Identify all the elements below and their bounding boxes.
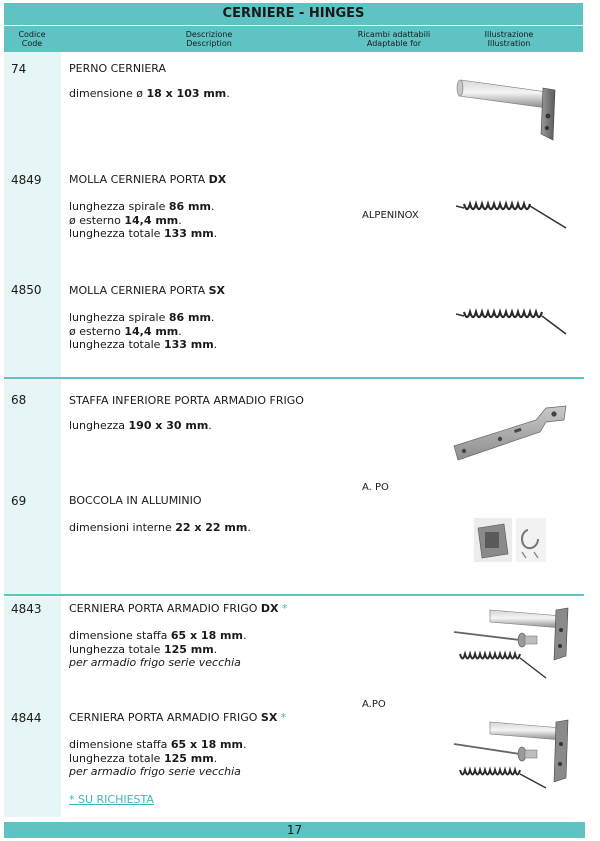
spec-value: 14,4 mm <box>124 324 179 338</box>
header-adaptable <box>344 30 444 48</box>
header-code <box>4 30 60 48</box>
table-header <box>4 26 583 52</box>
item-name-text: PERNO CERNIERA <box>69 62 167 75</box>
spec-value: 125 mm <box>163 642 214 656</box>
header-code-it: Codice <box>18 30 46 39</box>
spec-label: dimensioni interne <box>69 521 176 534</box>
item-code: 74 <box>11 62 27 76</box>
item-spec <box>69 419 212 433</box>
spec-label: dimensione staffa <box>69 738 171 751</box>
spec-suffix: . <box>213 338 218 351</box>
spec-suffix: . <box>226 87 230 100</box>
item-code: 4849 <box>11 173 42 187</box>
item-name-text: STAFFA INFERIORE PORTA ARMADIO FRIGO <box>69 394 304 407</box>
item-specs <box>69 738 246 779</box>
item-spec <box>69 87 230 101</box>
header-code-en: Code <box>21 39 43 48</box>
on-request-note[interactable]: * SU RICHIESTA <box>69 793 154 806</box>
spec-suffix: . <box>247 521 251 534</box>
spec-label: dimensione ø <box>69 87 147 100</box>
spec-suffix: . <box>178 324 182 338</box>
item-name-text: CERNIERA PORTA ARMADIO FRIGO <box>69 602 261 615</box>
item-code: 4850 <box>11 283 42 297</box>
item-name <box>69 494 202 508</box>
header-ill-en: Illustration <box>487 39 531 48</box>
bushing-icon <box>472 516 548 564</box>
spec-value: 125 mm <box>163 751 214 765</box>
spring-icon <box>452 196 570 232</box>
side-panel <box>4 597 61 817</box>
spec-suffix: . <box>213 642 218 656</box>
item-specs <box>69 629 246 670</box>
spec-label: lunghezza totale <box>69 751 164 765</box>
spec-suffix: . <box>178 213 182 227</box>
request-star: * <box>278 602 288 615</box>
spec-suffix: . <box>242 629 247 642</box>
spec-value: 65 x 18 mm <box>170 629 243 642</box>
item-specs <box>69 311 217 352</box>
spec-label: lunghezza totale <box>69 227 164 240</box>
spec-label: lunghezza <box>69 419 129 432</box>
side-panel <box>4 380 61 595</box>
spec-value: 86 mm <box>168 311 211 324</box>
hinge-kit-icon <box>450 604 575 684</box>
item-name-text: CERNIERA PORTA ARMADIO FRIGO <box>69 711 261 724</box>
spec-suffix: . <box>213 751 218 765</box>
item-code: 4844 <box>11 711 42 725</box>
adaptable-label: A.PO <box>362 699 386 710</box>
spec-value: 133 mm <box>163 227 214 240</box>
item-name <box>69 284 225 298</box>
page-title: CERNIERE - HINGES <box>4 3 583 25</box>
item-name <box>69 173 226 187</box>
spec-label: lunghezza spirale <box>69 200 169 213</box>
bracket-icon <box>450 402 570 464</box>
item-name-side: DX <box>260 602 279 615</box>
item-name-text: MOLLA CERNIERA PORTA <box>69 173 209 186</box>
hinge-pin-icon <box>455 68 565 142</box>
item-name-text: MOLLA CERNIERA PORTA <box>69 284 209 297</box>
item-name-side: SX <box>260 711 278 724</box>
item-name <box>69 394 304 408</box>
spec-label: lunghezza totale <box>69 338 164 351</box>
spec-value: 18 x 103 mm <box>146 87 227 100</box>
section-divider <box>4 594 584 596</box>
header-desc-en: Description <box>186 39 232 48</box>
spec-value: 133 mm <box>163 338 214 351</box>
spec-suffix: . <box>242 738 247 751</box>
spec-value: 65 x 18 mm <box>170 738 243 751</box>
hinge-kit-icon <box>450 714 575 794</box>
spec-label: ø esterno <box>69 324 125 338</box>
item-name-side: DX <box>208 173 227 186</box>
adaptable-label: ALPENINOX <box>362 210 419 221</box>
item-code: 4843 <box>11 602 42 616</box>
spec-label: dimensione staffa <box>69 629 171 642</box>
spec-label: ø esterno <box>69 213 125 227</box>
item-name <box>69 62 166 76</box>
header-description <box>64 30 354 48</box>
item-name-side: SX <box>208 284 226 297</box>
adaptable-label: A. PO <box>362 482 389 493</box>
item-code: 69 <box>11 494 27 508</box>
spec-suffix: . <box>210 200 215 213</box>
spec-suffix: . <box>213 227 218 240</box>
header-desc-it: Descrizione <box>185 30 233 39</box>
item-spec <box>69 521 251 535</box>
series-note: per armadio frigo serie vecchia <box>69 765 241 778</box>
item-name-text: BOCCOLA IN ALLUMINIO <box>69 494 202 507</box>
section-divider <box>4 377 584 379</box>
series-note: per armadio frigo serie vecchia <box>69 656 241 669</box>
spec-suffix: . <box>208 419 212 432</box>
item-specs <box>69 200 217 241</box>
spec-label: lunghezza totale <box>69 642 164 656</box>
spring-icon <box>452 304 570 340</box>
item-name <box>69 711 286 725</box>
spec-suffix: . <box>210 311 215 324</box>
header-adapt-it: Ricambi adattabili <box>357 30 431 39</box>
spec-value: 22 x 22 mm <box>175 521 248 534</box>
item-name <box>69 602 288 616</box>
header-illustration <box>459 30 559 48</box>
spec-value: 190 x 30 mm <box>128 419 209 432</box>
spec-label: lunghezza spirale <box>69 311 169 324</box>
side-panel <box>4 52 61 378</box>
header-adapt-en: Adaptable for <box>366 39 422 48</box>
page-number: 17 <box>4 822 585 838</box>
item-code: 68 <box>11 393 27 407</box>
header-ill-it: Illustrazione <box>484 30 534 39</box>
spec-value: 86 mm <box>168 200 211 213</box>
request-star: * <box>277 711 287 724</box>
spec-value: 14,4 mm <box>124 213 179 227</box>
